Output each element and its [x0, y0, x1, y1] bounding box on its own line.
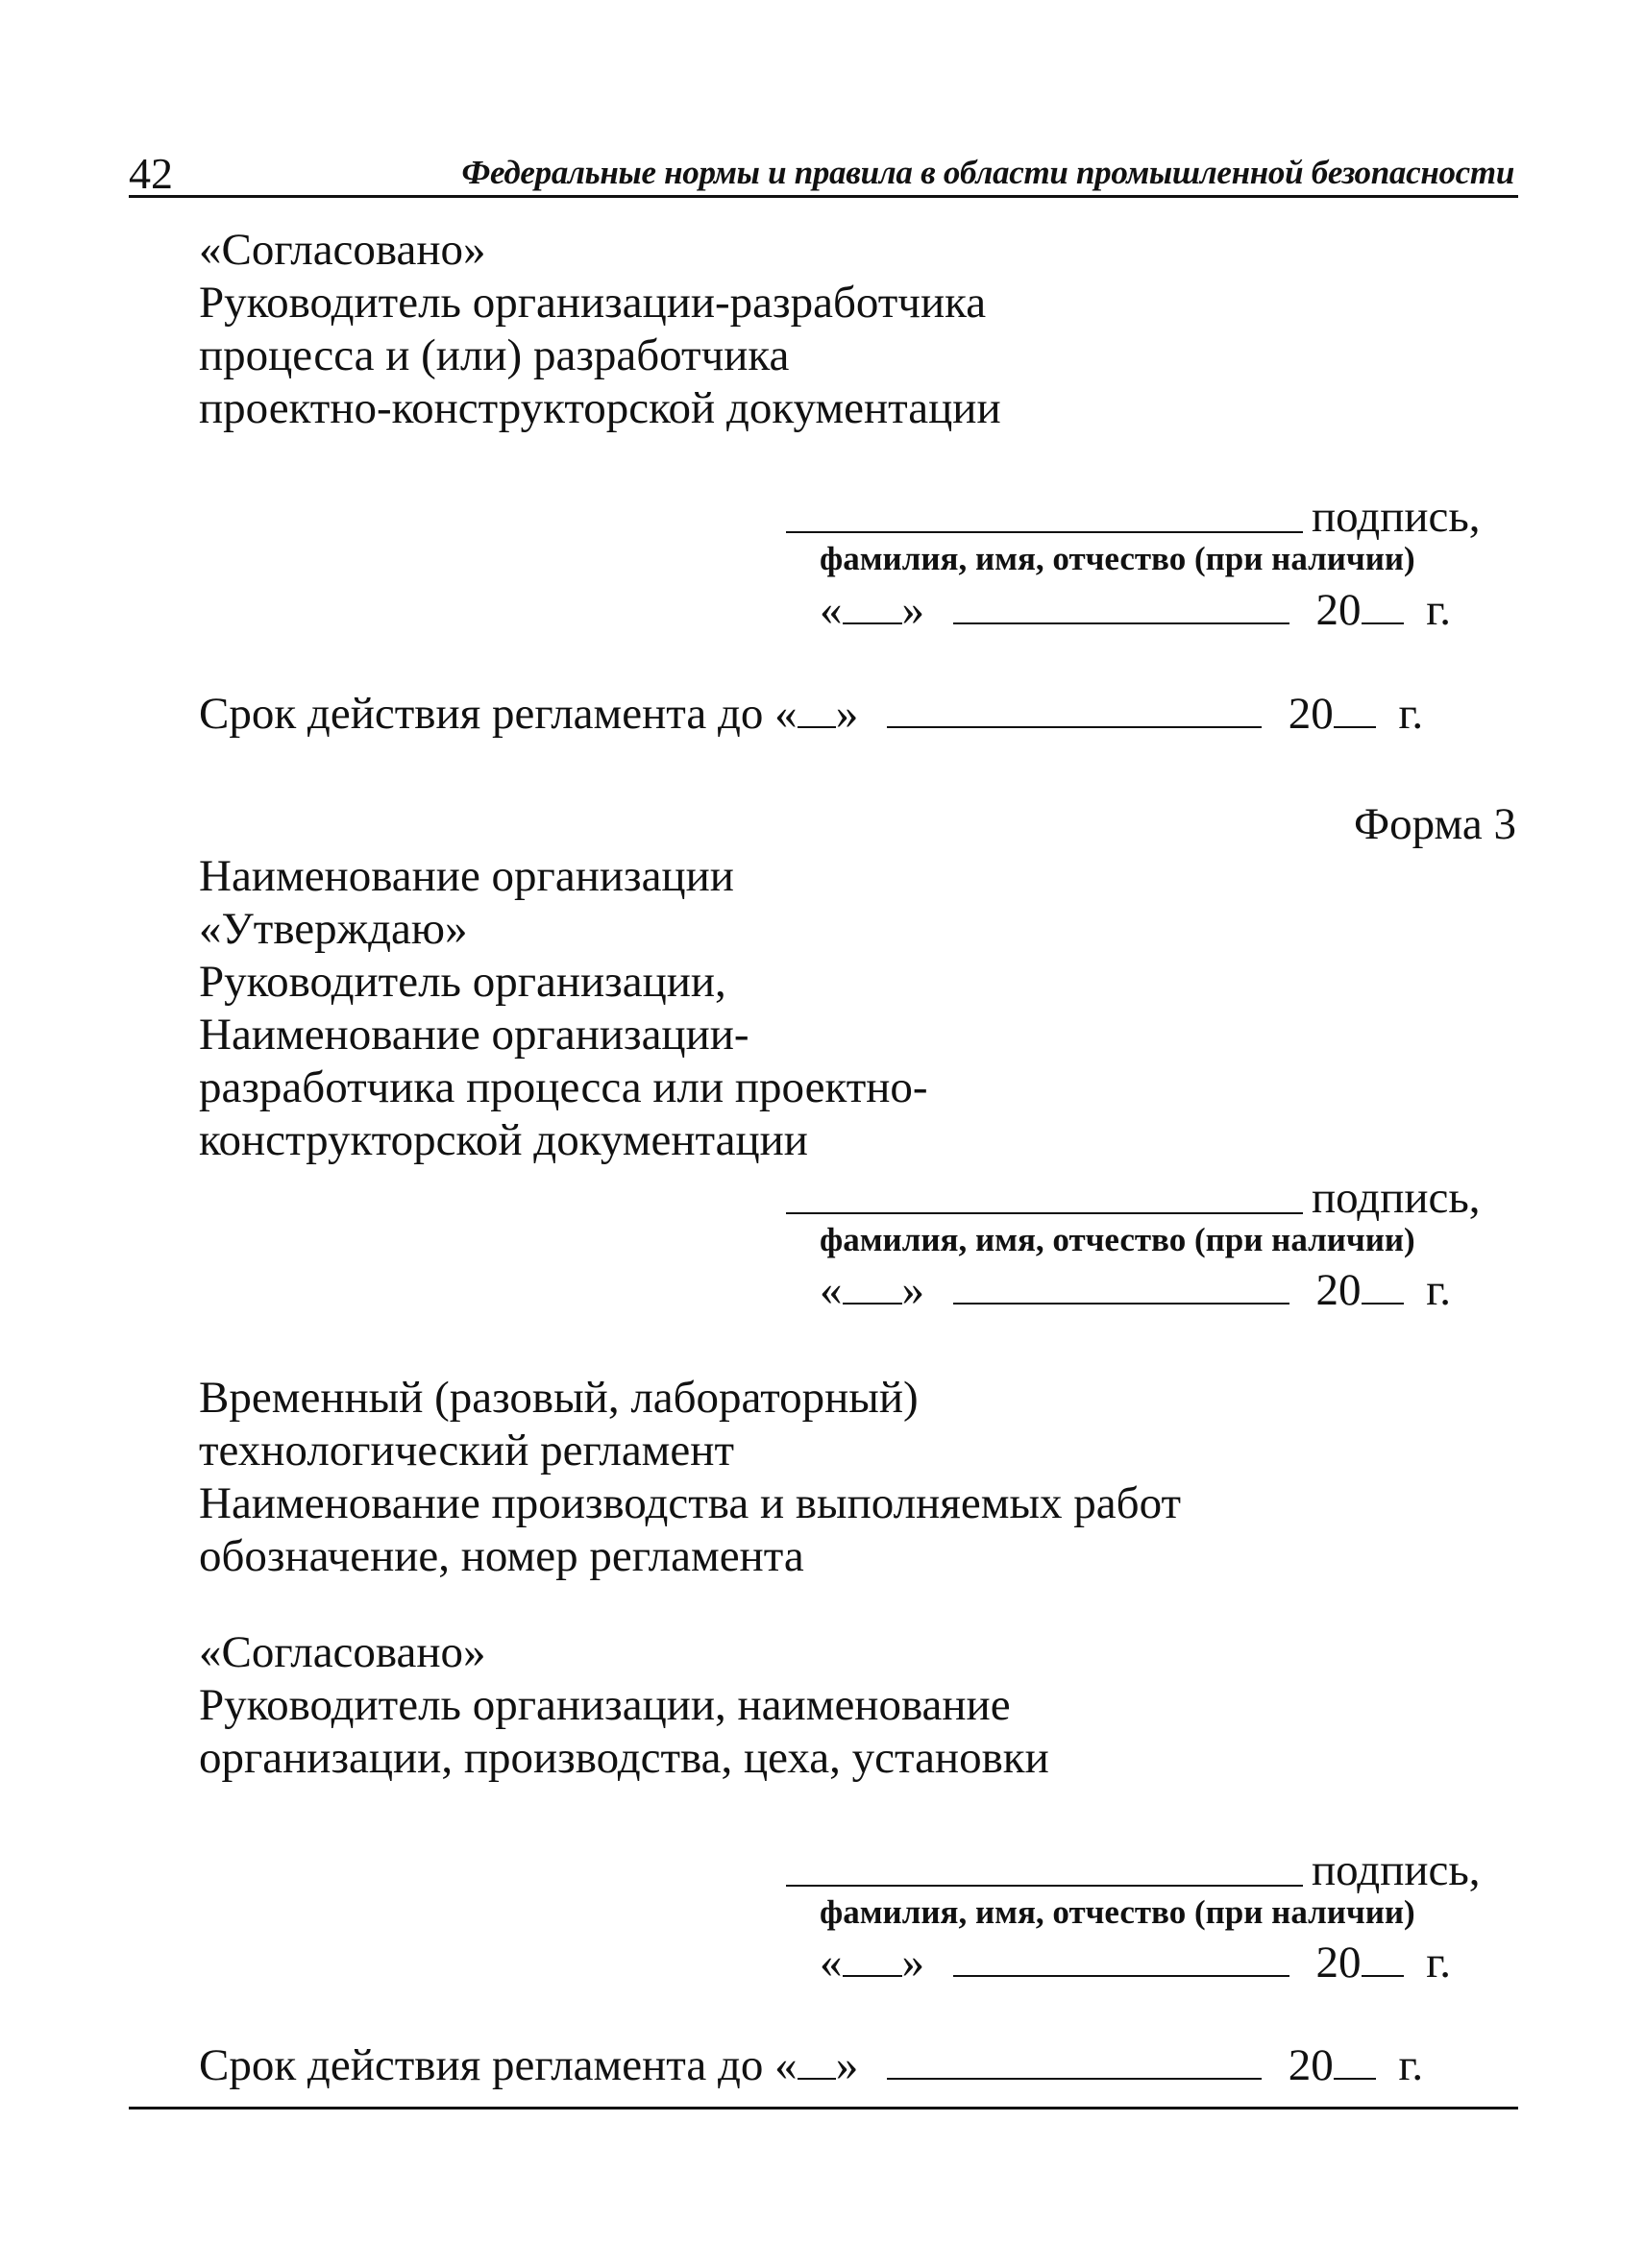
signature-caption-3: фамилия, имя, отчество (при наличии) — [820, 1893, 1415, 1931]
date-close-quote: » — [901, 1938, 924, 1988]
date-open-quote: « — [820, 1265, 843, 1315]
date-row-3 — [820, 1940, 1451, 1986]
validity-close-quote: » — [835, 2040, 859, 2090]
approval-heading-2: «Согласовано» — [199, 1627, 486, 1677]
year-suffix: г. — [1426, 585, 1451, 635]
validity-text: Срок действия регламента до « — [199, 689, 798, 739]
validity-year-suffix: г. — [1398, 689, 1424, 739]
validity-day-blank — [798, 2077, 836, 2080]
form3-line-1: Наименование организации — [199, 851, 734, 901]
signature-label-2: подпись, — [1312, 1173, 1481, 1223]
signature-label-3: подпись, — [1312, 1845, 1481, 1895]
signature-line-2 — [786, 1212, 1303, 1214]
year-prefix: 20 — [1315, 1265, 1362, 1315]
month-blank — [953, 1302, 1289, 1305]
regulation-line-4: обозначение, номер регламента — [199, 1531, 804, 1581]
validity-year-prefix: 20 — [1288, 2040, 1334, 2090]
year-suffix: г. — [1426, 1938, 1451, 1988]
form3-line-2: «Утверждаю» — [199, 904, 468, 954]
year-blank — [1362, 1302, 1404, 1305]
day-blank — [843, 622, 902, 624]
approval2-line-1: Руководитель организации, наименование — [199, 1680, 1011, 1730]
signature-caption-2: фамилия, имя, отчество (при наличии) — [820, 1221, 1415, 1258]
form3-line-4: Наименование организации- — [199, 1010, 749, 1060]
day-blank — [843, 1302, 902, 1305]
month-blank — [953, 1974, 1289, 1977]
approval-heading-1: «Согласовано» — [199, 225, 486, 275]
running-header: Федеральные нормы и правила в области промышленной безопасности — [461, 154, 1514, 191]
date-open-quote: « — [820, 585, 843, 635]
approver-line-3: проектно-конструкторской документации — [199, 383, 1001, 433]
validity-row-1 — [199, 689, 1424, 739]
year-prefix: 20 — [1315, 585, 1362, 635]
regulation-line-2: технологический регламент — [199, 1426, 734, 1475]
regulation-line-1: Временный (разовый, лабораторный) — [199, 1373, 919, 1423]
footer-rule — [129, 2107, 1518, 2109]
signature-line-3 — [786, 1885, 1303, 1887]
year-suffix: г. — [1426, 1265, 1451, 1315]
validity-year-blank — [1334, 725, 1376, 728]
year-blank — [1362, 622, 1404, 624]
form3-line-5: разработчика процесса или проектно- — [199, 1062, 928, 1112]
form-3-label: Форма 3 — [1354, 799, 1516, 849]
validity-day-blank — [798, 725, 836, 728]
page-number: 42 — [129, 149, 173, 198]
header-rule — [129, 195, 1518, 198]
year-prefix: 20 — [1315, 1938, 1362, 1988]
validity-close-quote: » — [835, 689, 859, 739]
validity-year-suffix: г. — [1398, 2040, 1424, 2090]
form3-line-3: Руководитель организации, — [199, 957, 726, 1007]
regulation-line-3: Наименование производства и выполняемых работ — [199, 1478, 1181, 1528]
signature-caption-1: фамилия, имя, отчество (при наличии) — [820, 540, 1415, 577]
approval2-line-2: организации, производства, цеха, установки — [199, 1733, 1049, 1783]
validity-row-2 — [199, 2040, 1424, 2090]
validity-month-blank — [887, 725, 1262, 728]
validity-text: Срок действия регламента до « — [199, 2040, 798, 2090]
approver-line-1: Руководитель организации-разработчика — [199, 278, 987, 328]
approver-line-2: процесса и (или) разработчика — [199, 330, 790, 380]
day-blank — [843, 1974, 902, 1977]
date-open-quote: « — [820, 1938, 843, 1988]
validity-month-blank — [887, 2077, 1262, 2080]
signature-line-1 — [786, 531, 1303, 533]
validity-year-prefix: 20 — [1288, 689, 1334, 739]
signature-label-1: подпись, — [1312, 492, 1481, 542]
year-blank — [1362, 1974, 1404, 1977]
date-close-quote: » — [901, 1265, 924, 1315]
month-blank — [953, 622, 1289, 624]
date-row-2 — [820, 1265, 1451, 1315]
date-row-1 — [820, 585, 1451, 635]
form3-line-6: конструкторской документации — [199, 1115, 808, 1165]
date-close-quote: » — [901, 585, 924, 635]
validity-year-blank — [1334, 2077, 1376, 2080]
